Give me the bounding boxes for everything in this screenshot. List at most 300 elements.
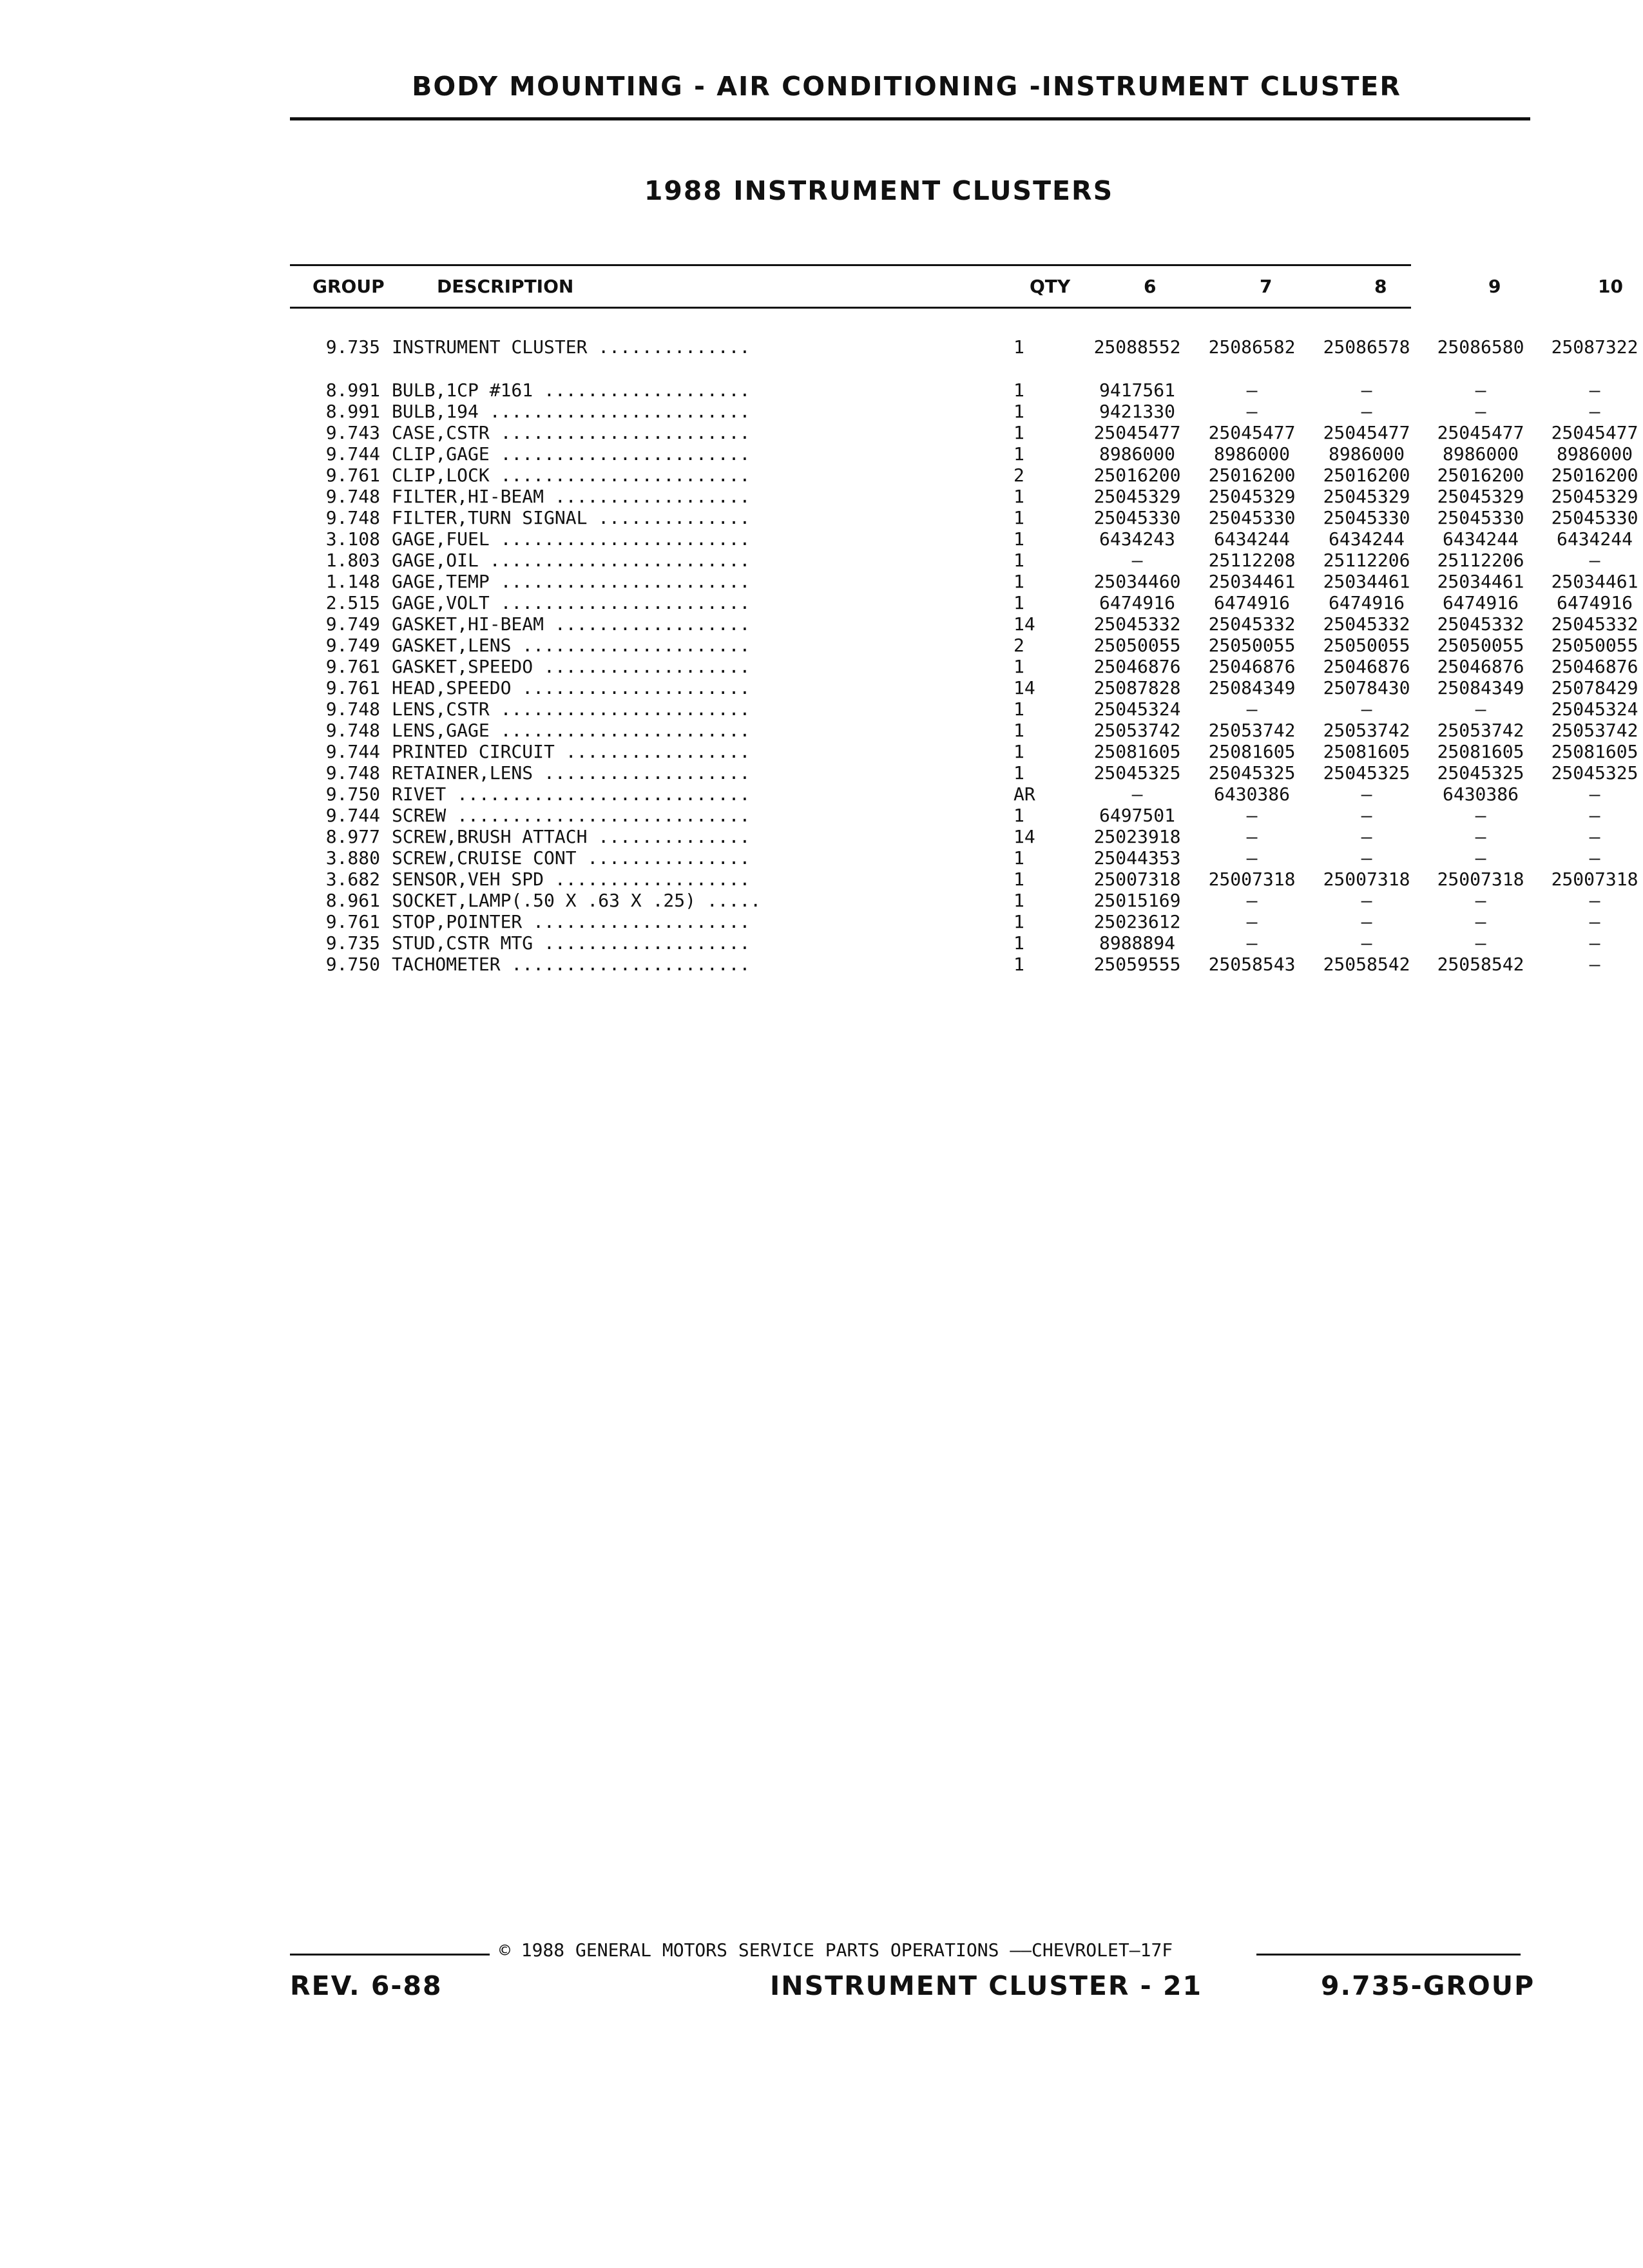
part-number-10-cell: 6434244 [1556,528,1633,550]
part-number-6-cell: 25050055 [1093,635,1181,656]
group-cell: 1.803 [325,550,380,571]
part-number-7-cell: 25045332 [1208,613,1296,635]
description-text: SCREW,BRUSH ATTACH [392,826,588,847]
qty-cell: 1 [1014,847,1024,869]
qty-cell: 1 [1014,336,1024,358]
description-text: PRINTED CIRCUIT [392,741,555,762]
part-number-9-cell: — [1475,826,1486,847]
table-row [290,380,1600,401]
description-cell [392,401,1014,422]
description-cell [392,592,1014,613]
group-cell: 9.744 [325,741,380,762]
qty-cell: 1 [1014,422,1024,443]
part-number-8-cell: 25045332 [1323,613,1410,635]
part-number-7-cell: 25084349 [1208,677,1296,698]
description-text: SCREW,CRUISE CONT [392,847,577,869]
description-cell [392,783,1014,805]
group-cell: 9.748 [325,486,380,507]
qty-cell: 14 [1014,613,1035,635]
part-number-9-cell: 25112206 [1437,550,1524,571]
dot-leader: ................. [554,741,751,762]
description-cell [392,762,1014,783]
part-number-9-cell: 25046876 [1437,656,1524,677]
part-number-10-cell: 25007318 [1551,869,1638,890]
description-cell [392,720,1014,741]
part-number-10-cell: 25081605 [1551,741,1638,762]
table-row [290,698,1638,720]
description-text: FILTER,TURN SIGNAL [392,507,588,528]
description-cell [392,613,1014,635]
column-header-7: 7 [1260,276,1273,297]
description-text: CASE,CSTR [392,422,490,443]
description-cell [392,932,1014,954]
dot-leader: .............. [587,507,751,528]
description-cell [392,741,1014,762]
part-number-8-cell: — [1361,932,1372,954]
part-number-10-cell: 25053742 [1551,720,1638,741]
group-cell: 9.749 [325,613,380,635]
part-number-8-cell: 25053742 [1323,720,1410,741]
part-number-6-cell: 8988894 [1099,932,1175,954]
group-cell: 9.749 [325,635,380,656]
description-text: RIVET [392,783,447,805]
part-number-8-cell: — [1361,783,1372,805]
part-number-6-cell: 25045329 [1093,486,1181,507]
part-number-9-cell: 25045332 [1437,613,1524,635]
description-text: SOCKET,LAMP(.50 X .63 X .25) [392,890,697,911]
part-number-7-cell: — [1246,805,1258,826]
part-number-10-cell: 25078429 [1551,677,1638,698]
dot-leader: ....................... [489,528,751,550]
description-cell [392,507,1014,528]
qty-cell: 1 [1014,401,1024,422]
page-header [290,64,1530,120]
part-number-8-cell: 25081605 [1323,741,1410,762]
part-number-7-cell: 25053742 [1208,720,1296,741]
description-text: FILTER,HI-BEAM [392,486,544,507]
group-cell: 8.991 [325,401,380,422]
part-number-7-cell: — [1246,932,1258,954]
part-number-8-cell: — [1361,401,1372,422]
part-number-10-cell: — [1589,550,1600,571]
table-row [290,677,1638,698]
column-header-group: GROUP [312,276,385,297]
part-number-6-cell: 25015169 [1093,890,1181,911]
part-number-6-cell: 25045330 [1093,507,1181,528]
description-text: LENS,CSTR [392,698,490,720]
group-cell: 8.961 [325,890,380,911]
group-cell: 9.750 [325,954,380,975]
part-number-6-cell: 25088552 [1093,336,1181,358]
part-number-6-cell: — [1131,783,1143,805]
description-cell [392,677,1014,698]
part-number-9-cell: 6434244 [1442,528,1519,550]
qty-cell: 1 [1014,486,1024,507]
description-text: CLIP,GAGE [392,443,490,465]
part-number-10-cell: — [1589,954,1600,975]
part-number-6-cell: 25034460 [1093,571,1181,592]
part-number-7-cell: — [1246,380,1258,401]
part-number-6-cell: 6497501 [1099,805,1175,826]
dot-leader: ..................... [511,677,751,698]
table-row [290,613,1638,635]
description-cell [392,571,1014,592]
qty-cell: 1 [1014,720,1024,741]
part-number-10-cell: — [1589,401,1600,422]
qty-cell: 1 [1014,741,1024,762]
group-cell: 9.748 [325,507,380,528]
qty-cell: 1 [1014,911,1024,932]
description-cell [392,336,1014,358]
description-cell [392,698,1014,720]
part-number-7-cell: 8986000 [1213,443,1290,465]
qty-cell: 1 [1014,592,1024,613]
part-number-8-cell: 25045477 [1323,422,1410,443]
footer-copyright: © 1988 GENERAL MOTORS SERVICE PARTS OPERATIONS ——CHEVROLET—17F [499,1939,1173,1961]
part-number-8-cell: 25086578 [1323,336,1410,358]
part-number-8-cell: 25016200 [1323,465,1410,486]
part-number-8-cell: 25045325 [1323,762,1410,783]
qty-cell: 2 [1014,465,1024,486]
description-cell [392,890,1014,911]
dot-leader: ................... [533,380,751,401]
table-row [290,528,1633,550]
description-text: GASKET,LENS [392,635,512,656]
part-number-8-cell: 25058542 [1323,954,1410,975]
part-number-10-cell: 25045329 [1551,486,1638,507]
part-number-10-cell: — [1589,890,1600,911]
dot-leader: ........................... [446,805,751,826]
table-row [290,762,1638,783]
part-number-6-cell: 25045332 [1093,613,1181,635]
part-number-10-cell: 25045330 [1551,507,1638,528]
part-number-6-cell: — [1131,550,1143,571]
qty-cell: 1 [1014,890,1024,911]
part-number-10-cell: — [1589,805,1600,826]
group-cell: 8.977 [325,826,380,847]
column-header-qty: QTY [1030,276,1071,297]
dot-leader: ................... [533,762,751,783]
part-number-8-cell: 25034461 [1323,571,1410,592]
part-number-7-cell: 25086582 [1208,336,1296,358]
part-number-10-cell: — [1589,911,1600,932]
part-number-7-cell: 25034461 [1208,571,1296,592]
part-number-9-cell: 25034461 [1437,571,1524,592]
group-cell: 9.761 [325,465,380,486]
qty-cell: 1 [1014,805,1024,826]
part-number-6-cell: 25045325 [1093,762,1181,783]
part-number-8-cell: 25045330 [1323,507,1410,528]
description-text: GAGE,TEMP [392,571,490,592]
table-row [290,847,1600,869]
description-text: BULB,194 [392,401,479,422]
dot-leader: ..... [696,890,762,911]
dot-leader: ....................... [489,592,751,613]
part-number-10-cell: — [1589,783,1600,805]
part-number-8-cell: 25046876 [1323,656,1410,677]
dot-leader: ........................ [478,401,751,422]
description-text: HEAD,SPEEDO [392,677,512,698]
description-text: SCREW [392,805,447,826]
part-number-6-cell: 25023918 [1093,826,1181,847]
part-number-9-cell: 25045330 [1437,507,1524,528]
table-row [290,486,1638,507]
table-row [290,635,1638,656]
part-number-8-cell: 25045329 [1323,486,1410,507]
part-number-6-cell: 9417561 [1099,380,1175,401]
part-number-10-cell: 25034461 [1551,571,1638,592]
part-number-8-cell: — [1361,380,1372,401]
description-cell [392,826,1014,847]
group-cell: 2.515 [325,592,380,613]
description-cell [392,656,1014,677]
group-cell: 9.748 [325,762,380,783]
qty-cell: 1 [1014,550,1024,571]
table-row [290,401,1600,422]
part-number-6-cell: 25081605 [1093,741,1181,762]
description-cell [392,422,1014,443]
part-number-9-cell: — [1475,401,1486,422]
part-number-10-cell: 25050055 [1551,635,1638,656]
table-row [290,571,1638,592]
dot-leader: ........................... [446,783,751,805]
part-number-10-cell: — [1589,932,1600,954]
dot-leader: ....................... [489,465,751,486]
part-number-8-cell: — [1361,890,1372,911]
part-number-9-cell: — [1475,847,1486,869]
table-row [290,550,1600,571]
footer-rule-left [290,1954,490,1956]
dot-leader: .................. [544,869,751,890]
page-footer [0,1939,1629,2068]
part-number-7-cell: — [1246,890,1258,911]
description-cell [392,380,1014,401]
part-number-8-cell: — [1361,826,1372,847]
part-number-9-cell: 25045325 [1437,762,1524,783]
group-cell: 9.750 [325,783,380,805]
dot-leader: ............... [576,847,751,869]
description-cell [392,550,1014,571]
dot-leader: ..................... [511,635,751,656]
group-cell: 9.761 [325,677,380,698]
qty-cell: 1 [1014,507,1024,528]
part-number-10-cell: 25045477 [1551,422,1638,443]
part-number-10-cell: 25045324 [1551,698,1638,720]
part-number-8-cell: 6434244 [1328,528,1405,550]
part-number-6-cell: 8986000 [1099,443,1175,465]
part-number-7-cell: 25046876 [1208,656,1296,677]
footer-group-number: 9.735-GROUP [1321,1970,1535,2001]
group-cell: 9.735 [325,932,380,954]
dot-leader: .............. [587,336,751,358]
table-rule-bottom [290,307,1411,309]
table-row [290,890,1600,911]
part-number-6-cell: 25007318 [1093,869,1181,890]
dot-leader: ................... [533,656,751,677]
description-text: LENS,GAGE [392,720,490,741]
part-number-10-cell: 25087322 [1551,336,1638,358]
part-number-7-cell: 25045330 [1208,507,1296,528]
column-header-9: 9 [1488,276,1501,297]
part-number-6-cell: 6474916 [1099,592,1175,613]
part-number-9-cell: — [1475,890,1486,911]
table-title: 1988 INSTRUMENT CLUSTERS [644,175,1114,206]
dot-leader: .................... [522,911,751,932]
description-text: SENSOR,VEH SPD [392,869,544,890]
table-row [290,932,1600,954]
part-number-7-cell: — [1246,401,1258,422]
group-cell: 9.761 [325,911,380,932]
part-number-7-cell: 6434244 [1213,528,1290,550]
part-number-6-cell: 25059555 [1093,954,1181,975]
description-text: STOP,POINTER [392,911,523,932]
description-cell [392,805,1014,826]
part-number-9-cell: 25007318 [1437,869,1524,890]
dot-leader: ................... [533,932,751,954]
table-row [290,592,1633,613]
part-number-6-cell: 25053742 [1093,720,1181,741]
dot-leader: ....................... [489,422,751,443]
group-cell: 3.880 [325,847,380,869]
description-cell [392,911,1014,932]
table-row [290,465,1638,486]
part-number-9-cell: 25086580 [1437,336,1524,358]
qty-cell: 2 [1014,635,1024,656]
description-text: GAGE,OIL [392,550,479,571]
footer-revision: REV. 6-88 [290,1970,443,2001]
group-cell: 3.108 [325,528,380,550]
part-number-7-cell: 25081605 [1208,741,1296,762]
part-number-9-cell: 25081605 [1437,741,1524,762]
part-number-7-cell: — [1246,826,1258,847]
table-row [290,911,1600,932]
description-text: CLIP,LOCK [392,465,490,486]
description-cell [392,847,1014,869]
part-number-8-cell: 25112206 [1323,550,1410,571]
part-number-7-cell: 25016200 [1208,465,1296,486]
dot-leader: ....................... [489,443,751,465]
table-row [290,954,1600,975]
group-cell: 9.748 [325,720,380,741]
part-number-7-cell: — [1246,698,1258,720]
table-row [290,443,1633,465]
part-number-6-cell: 25046876 [1093,656,1181,677]
part-number-7-cell: 25045329 [1208,486,1296,507]
part-number-8-cell: 25050055 [1323,635,1410,656]
description-text: INSTRUMENT CLUSTER [392,336,588,358]
part-number-8-cell: — [1361,698,1372,720]
description-cell [392,486,1014,507]
dot-leader: .............. [587,826,751,847]
part-number-9-cell: 25084349 [1437,677,1524,698]
part-number-9-cell: 25058542 [1437,954,1524,975]
part-number-6-cell: 6434243 [1099,528,1175,550]
qty-cell: 14 [1014,826,1035,847]
part-number-9-cell: — [1475,380,1486,401]
part-number-10-cell: 8986000 [1556,443,1633,465]
part-number-10-cell: 25045325 [1551,762,1638,783]
qty-cell: 1 [1014,571,1024,592]
description-cell [392,635,1014,656]
group-cell: 9.743 [325,422,380,443]
part-number-8-cell: 25007318 [1323,869,1410,890]
group-cell: 1.148 [325,571,380,592]
group-cell: 3.682 [325,869,380,890]
part-number-7-cell: 25050055 [1208,635,1296,656]
qty-cell: AR [1014,783,1035,805]
qty-cell: 1 [1014,443,1024,465]
part-number-7-cell: 25045477 [1208,422,1296,443]
table-row [290,656,1638,677]
part-number-10-cell: 25045332 [1551,613,1638,635]
part-number-9-cell: 25045329 [1437,486,1524,507]
dot-leader: ....................... [489,698,751,720]
qty-cell: 1 [1014,869,1024,890]
part-number-9-cell: 8986000 [1442,443,1519,465]
part-number-9-cell: — [1475,805,1486,826]
description-text: RETAINER,LENS [392,762,533,783]
part-number-9-cell: 6474916 [1442,592,1519,613]
table-row [290,783,1600,805]
part-number-6-cell: 25044353 [1093,847,1181,869]
table-row [290,826,1600,847]
part-number-8-cell: — [1361,911,1372,932]
part-number-9-cell: 25050055 [1437,635,1524,656]
page-title: BODY MOUNTING - AIR CONDITIONING -INSTRUMENT CLUSTER [412,71,1401,102]
group-cell: 9.744 [325,805,380,826]
part-number-8-cell: 8986000 [1328,443,1405,465]
part-number-7-cell: 6430386 [1213,783,1290,805]
part-number-8-cell: 6474916 [1328,592,1405,613]
dot-leader: ....................... [489,720,751,741]
dot-leader: .................. [544,486,751,507]
part-number-7-cell: 25045325 [1208,762,1296,783]
dot-leader: .................. [544,613,751,635]
table-body [290,336,1638,975]
group-cell: 9.761 [325,656,380,677]
part-number-9-cell: 25053742 [1437,720,1524,741]
group-cell: 9.748 [325,698,380,720]
group-cell: 8.991 [325,380,380,401]
column-header-6: 6 [1144,276,1157,297]
description-text: GAGE,FUEL [392,528,490,550]
description-cell [392,954,1014,975]
qty-cell: 14 [1014,677,1035,698]
table-row [290,422,1638,443]
part-number-8-cell: — [1361,805,1372,826]
table-row [290,720,1638,741]
part-number-7-cell: 25112208 [1208,550,1296,571]
part-number-9-cell: 25016200 [1437,465,1524,486]
qty-cell: 1 [1014,698,1024,720]
group-cell: 9.744 [325,443,380,465]
qty-cell: 1 [1014,932,1024,954]
table-row [290,507,1638,528]
part-number-6-cell: 25016200 [1093,465,1181,486]
part-number-7-cell: — [1246,911,1258,932]
part-number-6-cell: 9421330 [1099,401,1175,422]
part-number-6-cell: 25045324 [1093,698,1181,720]
part-number-9-cell: — [1475,911,1486,932]
description-text: TACHOMETER [392,954,501,975]
part-number-10-cell: — [1589,826,1600,847]
part-number-7-cell: 25007318 [1208,869,1296,890]
part-number-10-cell: — [1589,847,1600,869]
dot-leader: ....................... [489,571,751,592]
column-header-8: 8 [1374,276,1387,297]
description-cell [392,869,1014,890]
dot-leader: ........................ [478,550,751,571]
